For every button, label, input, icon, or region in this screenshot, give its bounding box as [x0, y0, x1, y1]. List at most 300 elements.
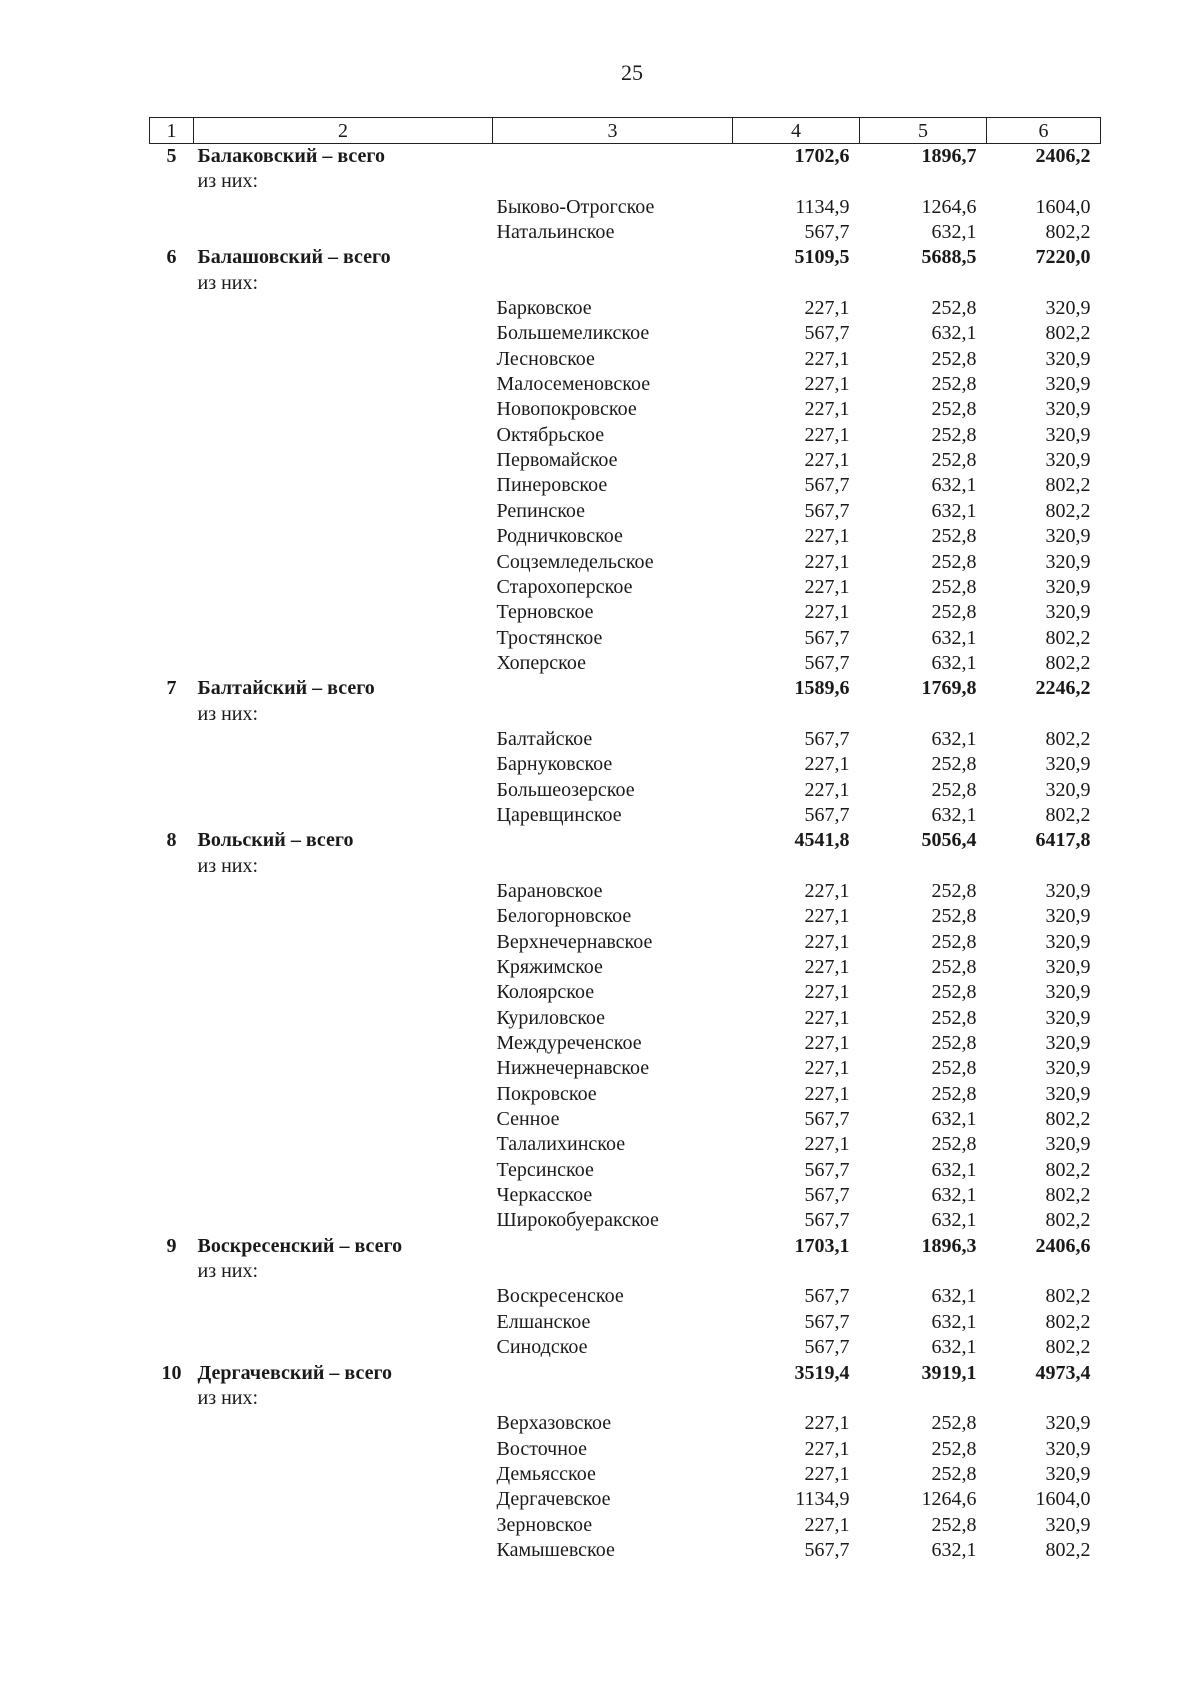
header-col-6: 6 [987, 118, 1101, 144]
settlement-value: 802,2 [1045, 1538, 1091, 1561]
settlement-name: Сенное [496, 1108, 560, 1131]
settlement-value: 567,7 [804, 1285, 850, 1308]
district-index: 7 [166, 677, 177, 700]
settlement-value: 227,1 [804, 449, 850, 472]
district-index: 6 [166, 246, 177, 269]
settlement-value: 802,2 [1045, 626, 1091, 649]
settlement-value: 632,1 [931, 1158, 977, 1181]
settlement-row [150, 879, 1101, 904]
empty-cell [194, 296, 493, 321]
settlement-value: 320,9 [1045, 347, 1091, 370]
settlement-value: 252,8 [931, 879, 977, 902]
district-index: 9 [166, 1234, 177, 1257]
empty-cell [150, 1183, 194, 1208]
settlement-value: 567,7 [804, 626, 850, 649]
settlement-value: 227,1 [804, 347, 850, 370]
empty-cell [150, 1538, 194, 1563]
settlement-value: 252,8 [931, 1006, 977, 1029]
settlement-name: Царевщинское [496, 803, 622, 826]
settlement-value: 320,9 [1045, 1057, 1091, 1080]
district-row [150, 144, 1101, 170]
empty-cell [194, 1158, 493, 1183]
sub-label: из них: [197, 1260, 259, 1283]
settlement-row [150, 1284, 1101, 1309]
empty-cell [733, 1386, 860, 1411]
empty-cell [987, 1259, 1101, 1284]
empty-cell [194, 803, 493, 828]
settlement-value: 227,1 [804, 550, 850, 573]
settlement-value: 227,1 [804, 1006, 850, 1029]
settlement-name: Пинеровское [496, 474, 608, 497]
settlement-name: Междуреченское [496, 1032, 642, 1055]
settlement-value: 320,9 [1045, 1133, 1091, 1156]
settlement-value: 252,8 [931, 398, 977, 421]
settlement-name: Терновское [496, 601, 594, 624]
district-name: Дергачевский – всего [197, 1361, 393, 1384]
settlement-value: 802,2 [1045, 474, 1091, 497]
settlement-row [150, 1006, 1101, 1031]
empty-cell [194, 1107, 493, 1132]
empty-cell [194, 448, 493, 473]
settlement-name: Елшанское [496, 1310, 591, 1333]
empty-cell [194, 423, 493, 448]
settlement-value: 252,8 [931, 1133, 977, 1156]
settlement-name: Балтайское [496, 727, 593, 750]
settlement-name: Черкасское [496, 1184, 593, 1207]
empty-cell [493, 828, 733, 853]
empty-cell [150, 1462, 194, 1487]
table-header [150, 118, 1101, 144]
settlement-name: Октябрьское [496, 423, 605, 446]
empty-cell [194, 220, 493, 245]
district-total: 1896,7 [921, 145, 977, 167]
settlement-value: 632,1 [931, 1336, 977, 1359]
settlement-value: 567,7 [804, 727, 850, 750]
settlement-value: 252,8 [931, 1513, 977, 1536]
settlement-value: 567,7 [804, 1184, 850, 1207]
district-index: 10 [161, 1361, 182, 1384]
settlement-value: 802,2 [1045, 803, 1091, 826]
empty-cell [987, 702, 1101, 727]
empty-cell [150, 372, 194, 397]
empty-cell [150, 980, 194, 1005]
empty-cell [150, 220, 194, 245]
header-col-5: 5 [860, 118, 987, 144]
empty-cell [493, 854, 733, 879]
header-row [150, 118, 1101, 144]
settlement-value: 567,7 [804, 651, 850, 674]
settlement-value: 227,1 [804, 1082, 850, 1105]
settlement-value: 252,8 [931, 905, 977, 928]
empty-cell [194, 980, 493, 1005]
header-col-2: 2 [194, 118, 493, 144]
settlement-value: 227,1 [804, 575, 850, 598]
empty-cell [150, 169, 194, 194]
empty-cell [194, 1284, 493, 1309]
empty-cell [987, 854, 1101, 879]
settlement-value: 252,8 [931, 1057, 977, 1080]
empty-cell [150, 448, 194, 473]
settlement-name: Родничковское [496, 525, 623, 548]
settlement-row [150, 1411, 1101, 1436]
allocation-table-container [149, 117, 1100, 1563]
settlement-value: 320,9 [1045, 905, 1091, 928]
empty-cell [194, 473, 493, 498]
settlement-value: 632,1 [931, 1285, 977, 1308]
empty-cell [150, 499, 194, 524]
settlement-name: Натальинское [496, 221, 615, 244]
settlement-value: 632,1 [931, 626, 977, 649]
settlement-value: 632,1 [931, 651, 977, 674]
empty-cell [194, 1513, 493, 1538]
empty-cell [150, 1031, 194, 1056]
district-total: 1896,3 [921, 1234, 977, 1257]
settlement-name: Зерновское [496, 1513, 593, 1536]
settlement-value: 802,2 [1045, 727, 1091, 750]
settlement-value: 320,9 [1045, 1082, 1091, 1105]
settlement-value: 227,1 [804, 1437, 850, 1460]
sub-label-row [150, 271, 1101, 296]
settlement-name: Соцземледельское [496, 550, 654, 573]
empty-cell [150, 550, 194, 575]
empty-cell [493, 1234, 733, 1259]
empty-cell [150, 1386, 194, 1411]
empty-cell [493, 1361, 733, 1386]
settlement-value: 567,7 [804, 474, 850, 497]
district-total: 4541,8 [794, 829, 850, 852]
empty-cell [150, 397, 194, 422]
settlement-value: 1264,6 [921, 1488, 977, 1511]
settlement-row [150, 524, 1101, 549]
empty-cell [194, 1462, 493, 1487]
settlement-value: 632,1 [931, 474, 977, 497]
empty-cell [150, 195, 194, 220]
settlement-row [150, 499, 1101, 524]
settlement-row [150, 752, 1101, 777]
empty-cell [194, 1411, 493, 1436]
settlement-value: 1264,6 [921, 195, 977, 218]
empty-cell [194, 1538, 493, 1563]
district-total: 3919,1 [921, 1361, 977, 1384]
empty-cell [194, 1208, 493, 1233]
empty-cell [194, 1183, 493, 1208]
settlement-row [150, 1158, 1101, 1183]
settlement-name: Воскресенское [496, 1285, 624, 1308]
settlement-value: 320,9 [1045, 1032, 1091, 1055]
empty-cell [150, 651, 194, 676]
settlement-name: Барковское [496, 297, 592, 320]
empty-cell [733, 702, 860, 727]
settlement-value: 252,8 [931, 778, 977, 801]
empty-cell [194, 1132, 493, 1157]
empty-cell [860, 169, 987, 194]
settlement-value: 320,9 [1045, 449, 1091, 472]
empty-cell [150, 854, 194, 879]
empty-cell [150, 803, 194, 828]
settlement-value: 320,9 [1045, 575, 1091, 598]
district-index: 8 [166, 829, 177, 852]
empty-cell [733, 1259, 860, 1284]
empty-cell [733, 169, 860, 194]
settlement-row [150, 347, 1101, 372]
district-row [150, 1361, 1101, 1386]
settlement-row [150, 1335, 1101, 1360]
settlement-value: 320,9 [1045, 525, 1091, 548]
empty-cell [493, 245, 733, 270]
empty-cell [194, 778, 493, 803]
settlement-name: Синодское [496, 1336, 588, 1359]
settlement-row [150, 220, 1101, 245]
district-index: 5 [166, 145, 177, 167]
district-total: 7220,0 [1035, 246, 1091, 269]
settlement-row [150, 1462, 1101, 1487]
empty-cell [150, 1006, 194, 1031]
empty-cell [194, 1082, 493, 1107]
settlement-value: 567,7 [804, 803, 850, 826]
settlement-value: 802,2 [1045, 651, 1091, 674]
settlement-name: Старохоперское [496, 575, 633, 598]
settlement-value: 320,9 [1045, 423, 1091, 446]
district-row [150, 1234, 1101, 1259]
settlement-value: 252,8 [931, 575, 977, 598]
settlement-row [150, 1132, 1101, 1157]
settlement-value: 252,8 [931, 449, 977, 472]
empty-cell [194, 1056, 493, 1081]
settlement-name: Терсинское [496, 1158, 594, 1181]
settlement-row [150, 803, 1101, 828]
empty-cell [194, 1006, 493, 1031]
settlement-row [150, 727, 1101, 752]
settlement-value: 252,8 [931, 347, 977, 370]
settlement-value: 227,1 [804, 879, 850, 902]
empty-cell [150, 575, 194, 600]
allocation-table [149, 117, 1101, 1563]
page-number: 25 [621, 60, 643, 85]
header-col-3: 3 [493, 118, 733, 144]
table-body [150, 144, 1101, 1564]
district-total: 1589,6 [794, 677, 850, 700]
empty-cell [860, 702, 987, 727]
empty-cell [194, 1437, 493, 1462]
settlement-value: 802,2 [1045, 1285, 1091, 1308]
district-total: 2246,2 [1035, 677, 1091, 700]
settlement-value: 252,8 [931, 525, 977, 548]
district-row [150, 828, 1101, 853]
settlement-value: 252,8 [931, 550, 977, 573]
sub-label-row [150, 702, 1101, 727]
settlement-value: 320,9 [1045, 981, 1091, 1004]
sub-label: из них: [197, 271, 259, 294]
district-total: 6417,8 [1035, 829, 1091, 852]
empty-cell [733, 854, 860, 879]
district-name: Балтайский – всего [197, 677, 375, 700]
settlement-value: 567,7 [804, 1336, 850, 1359]
header-col-4: 4 [733, 118, 860, 144]
district-row [150, 245, 1101, 270]
district-total: 1702,6 [794, 145, 850, 167]
empty-cell [194, 524, 493, 549]
settlement-name: Верхнечернавское [496, 930, 653, 953]
empty-cell [194, 397, 493, 422]
settlement-name: Кряжимское [496, 956, 603, 978]
settlement-value: 320,9 [1045, 601, 1091, 624]
empty-cell [150, 626, 194, 651]
settlement-value: 252,8 [931, 1412, 977, 1435]
district-total: 2406,6 [1035, 1234, 1091, 1257]
empty-cell [150, 1335, 194, 1360]
empty-cell [150, 727, 194, 752]
settlement-row [150, 550, 1101, 575]
settlement-value: 252,8 [931, 1462, 977, 1485]
empty-cell [150, 1208, 194, 1233]
settlement-value: 252,8 [931, 956, 977, 978]
settlement-value: 632,1 [931, 221, 977, 244]
settlement-row [150, 1183, 1101, 1208]
empty-cell [150, 904, 194, 929]
empty-cell [860, 271, 987, 296]
empty-cell [987, 169, 1101, 194]
settlement-value: 252,8 [931, 753, 977, 776]
empty-cell [987, 271, 1101, 296]
settlement-value: 320,9 [1045, 398, 1091, 421]
settlement-value: 632,1 [931, 1184, 977, 1207]
settlement-row [150, 778, 1101, 803]
settlement-value: 567,7 [804, 1158, 850, 1181]
district-name: Воскресенский – всего [197, 1234, 403, 1257]
empty-cell [194, 651, 493, 676]
empty-cell [150, 955, 194, 980]
district-total: 5688,5 [921, 246, 977, 269]
settlement-value: 320,9 [1045, 1462, 1091, 1485]
district-total: 1703,1 [794, 1234, 850, 1257]
settlement-value: 227,1 [804, 956, 850, 978]
settlement-value: 320,9 [1045, 956, 1091, 978]
settlement-row [150, 626, 1101, 651]
empty-cell [194, 321, 493, 346]
settlement-value: 632,1 [931, 803, 977, 826]
settlement-value: 802,2 [1045, 1158, 1091, 1181]
settlement-value: 320,9 [1045, 879, 1091, 902]
empty-cell [150, 1082, 194, 1107]
settlement-name: Барнуковское [496, 753, 613, 776]
sub-label: из них: [197, 170, 259, 193]
settlement-name: Белогорновское [496, 905, 632, 928]
settlement-value: 252,8 [931, 297, 977, 320]
settlement-name: Восточное [496, 1437, 588, 1460]
settlement-value: 320,9 [1045, 550, 1091, 573]
empty-cell [150, 1132, 194, 1157]
settlement-value: 227,1 [804, 778, 850, 801]
settlement-row [150, 1487, 1101, 1512]
settlement-value: 227,1 [804, 1133, 850, 1156]
empty-cell [194, 930, 493, 955]
sub-label: из них: [197, 1386, 259, 1409]
settlement-value: 227,1 [804, 1462, 850, 1485]
empty-cell [194, 372, 493, 397]
empty-cell [194, 347, 493, 372]
empty-cell [194, 550, 493, 575]
settlement-name: Колоярское [496, 981, 595, 1004]
settlement-name: Дергачевское [496, 1488, 611, 1511]
settlement-value: 227,1 [804, 905, 850, 928]
settlement-value: 320,9 [1045, 373, 1091, 396]
empty-cell [150, 600, 194, 625]
empty-cell [150, 347, 194, 372]
empty-cell [860, 1259, 987, 1284]
settlement-value: 227,1 [804, 930, 850, 953]
settlement-value: 320,9 [1045, 753, 1091, 776]
settlement-value: 227,1 [804, 753, 850, 776]
settlement-row [150, 321, 1101, 346]
settlement-row [150, 1437, 1101, 1462]
district-name: Балаковский – всего [197, 145, 385, 167]
settlement-value: 252,8 [931, 601, 977, 624]
empty-cell [194, 1310, 493, 1335]
settlement-value: 567,7 [804, 1108, 850, 1131]
empty-cell [150, 1437, 194, 1462]
empty-cell [150, 1158, 194, 1183]
empty-cell [493, 1259, 733, 1284]
settlement-value: 567,7 [804, 499, 850, 522]
settlement-value: 320,9 [1045, 297, 1091, 320]
empty-cell [194, 1335, 493, 1360]
empty-cell [150, 321, 194, 346]
settlement-value: 252,8 [931, 1437, 977, 1460]
empty-cell [194, 626, 493, 651]
empty-cell [860, 854, 987, 879]
settlement-value: 227,1 [804, 423, 850, 446]
settlement-value: 802,2 [1045, 1310, 1091, 1333]
empty-cell [194, 499, 493, 524]
settlement-name: Куриловское [496, 1006, 606, 1029]
settlement-value: 320,9 [1045, 1437, 1091, 1460]
settlement-row [150, 448, 1101, 473]
settlement-value: 227,1 [804, 297, 850, 320]
settlement-value: 567,7 [804, 322, 850, 345]
settlement-name: Большемеликское [496, 322, 650, 345]
settlement-name: Покровское [496, 1082, 597, 1105]
empty-cell [493, 144, 733, 170]
settlement-row [150, 423, 1101, 448]
settlement-value: 632,1 [931, 322, 977, 345]
empty-cell [150, 1056, 194, 1081]
empty-cell [194, 955, 493, 980]
settlement-value: 567,7 [804, 1209, 850, 1232]
empty-cell [150, 423, 194, 448]
empty-cell [194, 904, 493, 929]
settlement-value: 802,2 [1045, 499, 1091, 522]
settlement-name: Быково-Отрогское [496, 195, 655, 218]
settlement-name: Первомайское [496, 449, 618, 472]
settlement-name: Барановское [496, 879, 603, 902]
settlement-value: 252,8 [931, 930, 977, 953]
settlement-value: 252,8 [931, 373, 977, 396]
settlement-value: 320,9 [1045, 1006, 1091, 1029]
empty-cell [194, 727, 493, 752]
settlement-value: 802,2 [1045, 1209, 1091, 1232]
settlement-value: 252,8 [931, 1032, 977, 1055]
settlement-name: Лесновское [496, 347, 595, 370]
settlement-value: 320,9 [1045, 930, 1091, 953]
settlement-row [150, 1082, 1101, 1107]
empty-cell [150, 1107, 194, 1132]
empty-cell [150, 752, 194, 777]
empty-cell [150, 1411, 194, 1436]
sub-label-row [150, 854, 1101, 879]
settlement-value: 227,1 [804, 373, 850, 396]
empty-cell [493, 169, 733, 194]
settlement-value: 802,2 [1045, 1108, 1091, 1131]
